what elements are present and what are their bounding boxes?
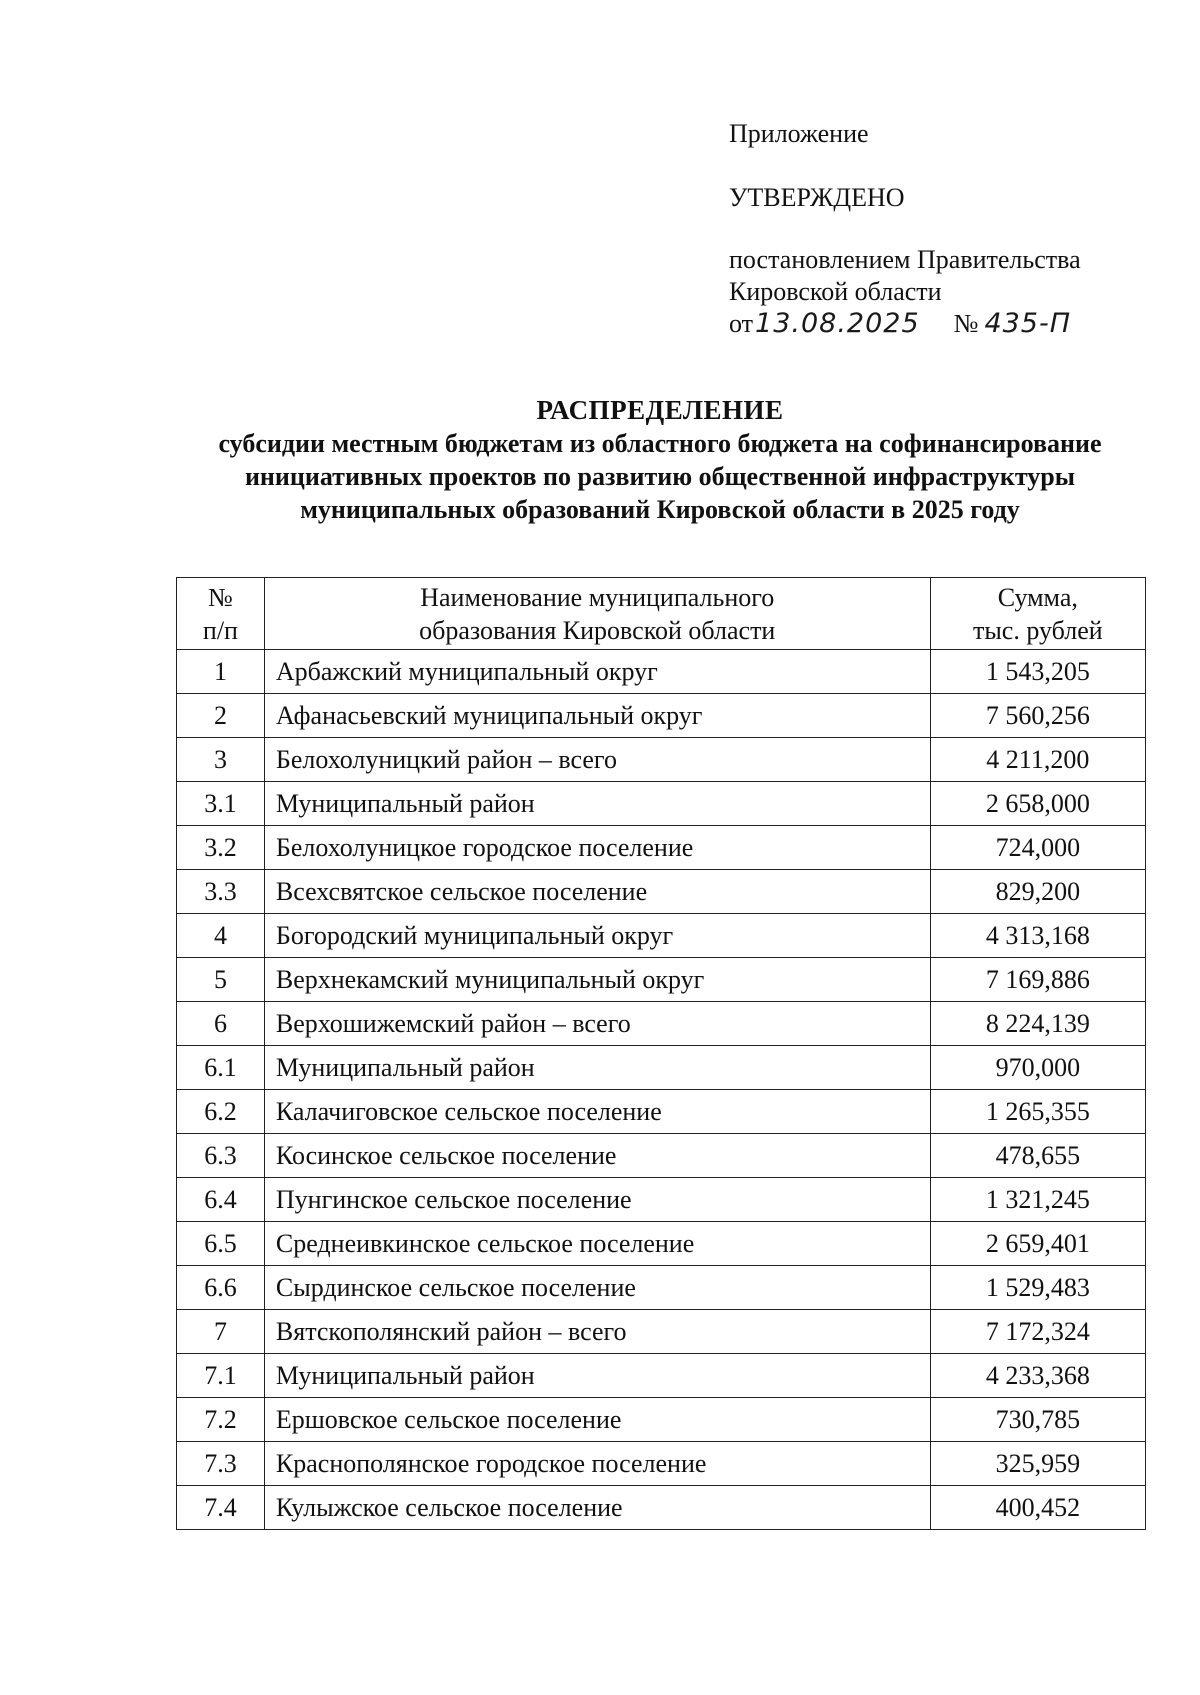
header-number (177, 578, 265, 650)
row-sum-cell: 8 224,139 (930, 1002, 1145, 1046)
table-row (177, 1090, 1146, 1134)
table-row (177, 1178, 1146, 1222)
row-number-cell: 6 (177, 1002, 265, 1046)
row-sum-cell: 829,200 (930, 870, 1145, 914)
handwritten-date: 13.08.2025 (755, 308, 920, 339)
row-name-cell: Всехсвятское сельское поселение (264, 870, 930, 914)
row-sum-cell: 7 169,886 (930, 958, 1145, 1002)
row-name-cell: Верхнекамский муниципальный округ (264, 958, 930, 1002)
table-row (177, 650, 1146, 694)
row-sum-cell: 970,000 (930, 1046, 1145, 1090)
heading-line-2: инициативных проектов по развитию общественной инфраструктуры (244, 462, 1076, 491)
table-row (177, 1310, 1146, 1354)
row-number-cell: 4 (177, 914, 265, 958)
header-name-line-2: образования Кировской области (419, 615, 776, 645)
document-title: РАСПРЕДЕЛЕНИЕ (536, 395, 784, 425)
row-name-cell: Кулыжское сельское поселение (264, 1486, 930, 1530)
row-name-cell: Муниципальный район (264, 782, 930, 826)
row-number-cell: 6.2 (177, 1090, 265, 1134)
handwritten-number: 435-П (984, 308, 1072, 339)
row-sum-cell: 1 529,483 (930, 1266, 1145, 1310)
header-number-line-2: п/п (202, 615, 238, 645)
table-row (177, 870, 1146, 914)
header-sum (930, 578, 1145, 650)
table-header-row (177, 578, 1146, 650)
row-name-cell: Краснополянское городское поселение (264, 1442, 930, 1486)
table-row (177, 914, 1146, 958)
table-row (177, 826, 1146, 870)
approved-label: УТВЕРЖДЕНО (729, 183, 905, 212)
decree-date-number (729, 308, 1081, 340)
document-heading (160, 394, 1160, 526)
row-sum-cell: 4 233,368 (930, 1354, 1145, 1398)
table-row (177, 1002, 1146, 1046)
row-number-cell: 3.1 (177, 782, 265, 826)
row-sum-cell: 730,785 (930, 1398, 1145, 1442)
row-number-cell: 7.2 (177, 1398, 265, 1442)
row-name-cell: Ершовское сельское поселение (264, 1398, 930, 1442)
row-sum-cell: 1 543,205 (930, 650, 1145, 694)
row-number-cell: 6.4 (177, 1178, 265, 1222)
row-name-cell: Белохолуницкий район – всего (264, 738, 930, 782)
row-sum-cell: 2 659,401 (930, 1222, 1145, 1266)
row-number-cell: 2 (177, 694, 265, 738)
row-name-cell: Вятскополянский район – всего (264, 1310, 930, 1354)
row-name-cell: Косинское сельское поселение (264, 1134, 930, 1178)
row-sum-cell: 478,655 (930, 1134, 1145, 1178)
table-row (177, 1266, 1146, 1310)
number-sign: № (953, 309, 979, 338)
row-sum-cell: 7 172,324 (930, 1310, 1145, 1354)
row-sum-cell: 4 313,168 (930, 914, 1145, 958)
appendix-label: Приложение (729, 119, 869, 148)
row-name-cell: Муниципальный район (264, 1046, 930, 1090)
table-row (177, 1398, 1146, 1442)
header-name-line-1: Наименование муниципального (420, 582, 775, 612)
row-number-cell: 7.1 (177, 1354, 265, 1398)
heading-line-1: субсидии местным бюджетам из областного бюджета на софинансирование (218, 429, 1102, 458)
row-name-cell: Богородский муниципальный округ (264, 914, 930, 958)
row-sum-cell: 400,452 (930, 1486, 1145, 1530)
from-label: от (729, 309, 754, 338)
distribution-table (176, 577, 1146, 1530)
table-row (177, 1046, 1146, 1090)
row-number-cell: 6.5 (177, 1222, 265, 1266)
table-row (177, 1486, 1146, 1530)
row-name-cell: Сырдинское сельское поселение (264, 1266, 930, 1310)
table-row (177, 1354, 1146, 1398)
row-sum-cell: 325,959 (930, 1442, 1145, 1486)
header-sum-line-2: тыс. рублей (972, 615, 1103, 645)
row-sum-cell: 1 321,245 (930, 1178, 1145, 1222)
row-sum-cell: 2 658,000 (930, 782, 1145, 826)
row-sum-cell: 724,000 (930, 826, 1145, 870)
row-sum-cell: 1 265,355 (930, 1090, 1145, 1134)
row-number-cell: 3.3 (177, 870, 265, 914)
table-row (177, 738, 1146, 782)
row-number-cell: 3.2 (177, 826, 265, 870)
row-name-cell: Среднеивкинское сельское поселение (264, 1222, 930, 1266)
row-name-cell: Верхошижемский район – всего (264, 1002, 930, 1046)
header-name (264, 578, 930, 650)
table-row (177, 1442, 1146, 1486)
row-number-cell: 1 (177, 650, 265, 694)
header-number-line-1: № (208, 582, 233, 612)
table-row (177, 782, 1146, 826)
table-row (177, 958, 1146, 1002)
table-row (177, 694, 1146, 738)
row-sum-cell: 7 560,256 (930, 694, 1145, 738)
table-row (177, 1222, 1146, 1266)
row-name-cell: Белохолуницкое городское поселение (264, 826, 930, 870)
heading-line-3: муниципальных образований Кировской области в 2025 году (300, 495, 1020, 524)
decree-line-1: постановлением Правительства (729, 245, 1081, 274)
row-name-cell: Пунгинское сельское поселение (264, 1178, 930, 1222)
table-row (177, 1134, 1146, 1178)
row-number-cell: 6.3 (177, 1134, 265, 1178)
row-number-cell: 5 (177, 958, 265, 1002)
row-number-cell: 6.1 (177, 1046, 265, 1090)
row-number-cell: 6.6 (177, 1266, 265, 1310)
row-name-cell: Калачиговское сельское поселение (264, 1090, 930, 1134)
header-sum-line-1: Сумма, (997, 582, 1078, 612)
row-name-cell: Муниципальный район (264, 1354, 930, 1398)
row-name-cell: Афанасьевский муниципальный округ (264, 694, 930, 738)
approval-block (729, 118, 1081, 340)
row-name-cell: Арбажский муниципальный округ (264, 650, 930, 694)
decree-line-2: Кировской области (729, 277, 942, 306)
row-number-cell: 7 (177, 1310, 265, 1354)
row-number-cell: 7.4 (177, 1486, 265, 1530)
row-number-cell: 7.3 (177, 1442, 265, 1486)
row-number-cell: 3 (177, 738, 265, 782)
row-sum-cell: 4 211,200 (930, 738, 1145, 782)
